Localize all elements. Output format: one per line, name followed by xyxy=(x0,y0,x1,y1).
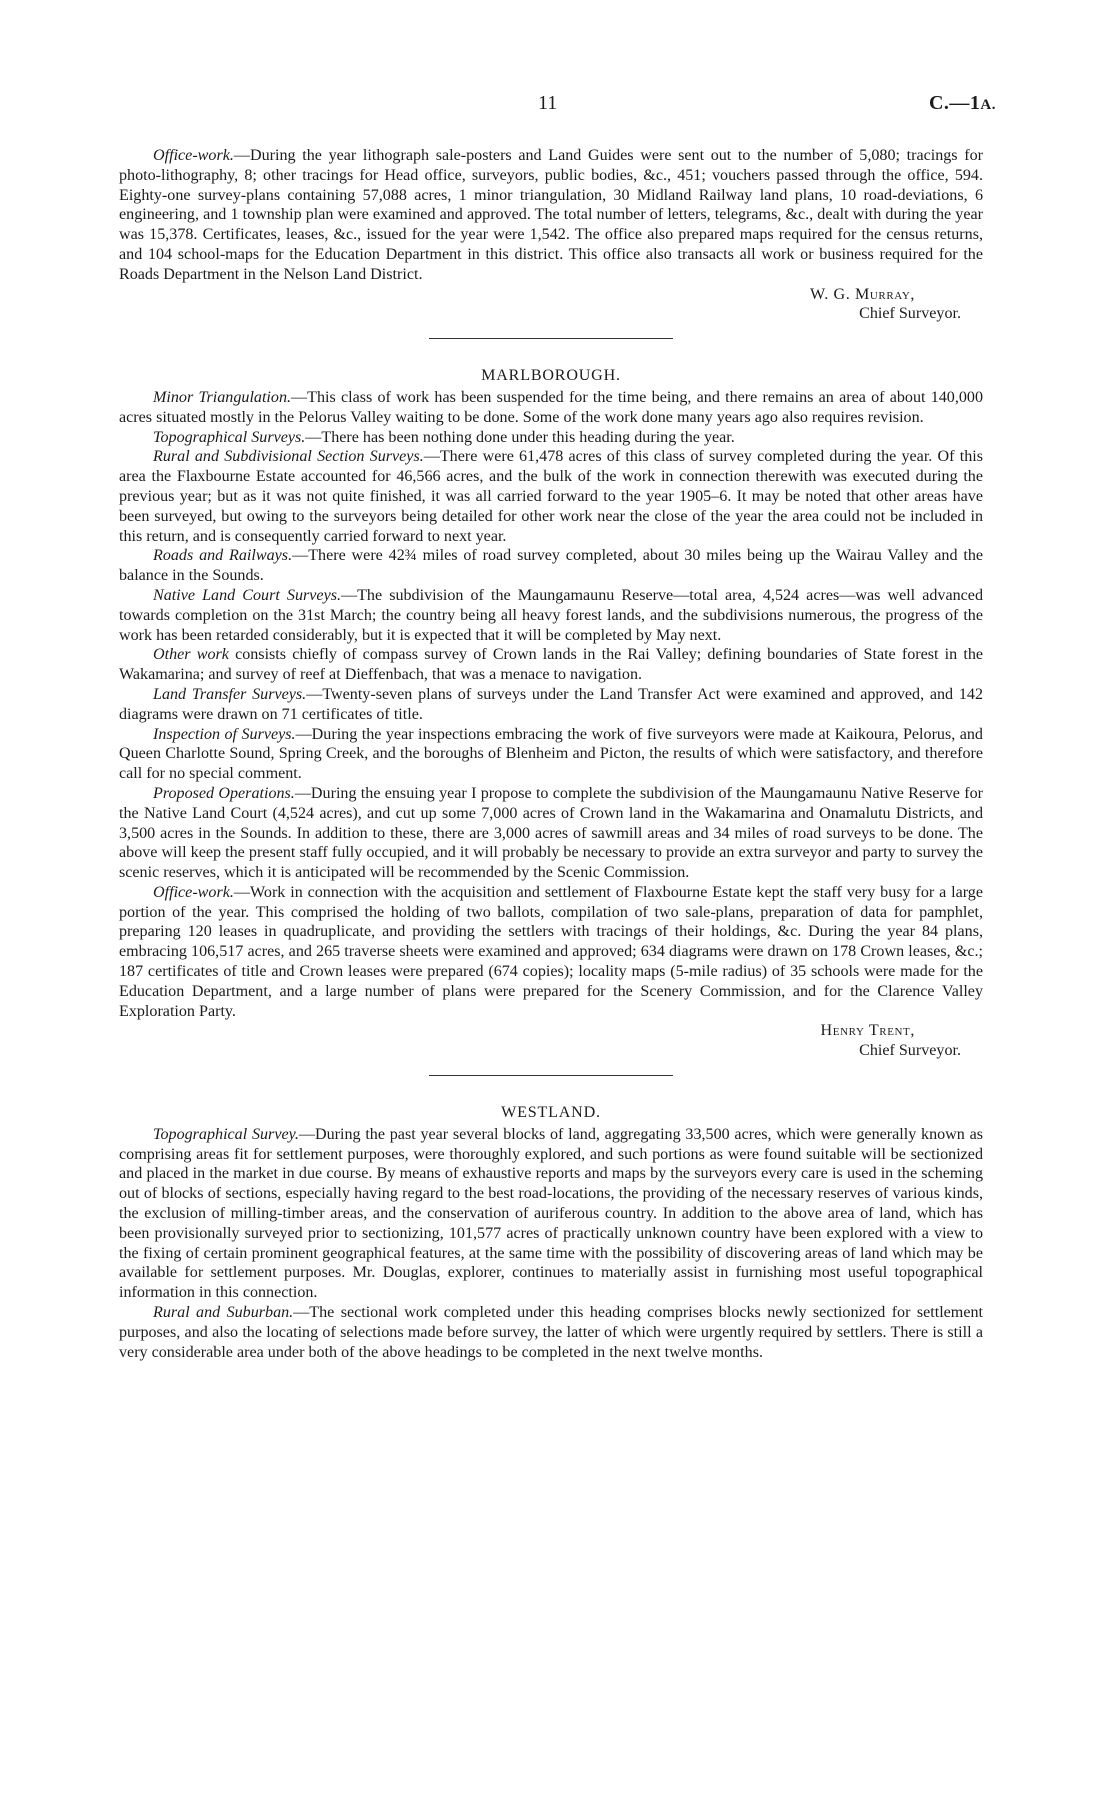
paragraph-lead: Topographical Surveys. xyxy=(153,428,306,446)
paragraph-text: —The subdivision of the Maungamaunu Reserve—total area, 4,524 acres—was well advanced towards completion on the 31st March; the country being all heavy forest lands, and the subdivisions numerous, the progress of the work has been retarded considerably, but it is expected that it will be completed by May next. xyxy=(119,586,983,644)
page-body xyxy=(119,146,983,1362)
paragraph-topographical-surveys xyxy=(119,428,983,448)
paragraph-lead: Office-work. xyxy=(153,883,234,901)
paragraph-topographical-survey xyxy=(119,1125,983,1303)
paragraph-text: —Twenty-seven plans of surveys under the Land Transfer Act were examined and approved, and 142 diagrams were drawn on 71 certificates of title. xyxy=(119,685,983,723)
paragraph-inspection xyxy=(119,725,983,784)
paragraph-proposed-operations xyxy=(119,784,983,883)
page-number: 11 xyxy=(538,92,558,114)
section-heading: WESTLAND. xyxy=(501,1104,601,1122)
paragraph-native-land-court xyxy=(119,586,983,645)
paragraph-roads-railways xyxy=(119,546,983,586)
paragraph-lead: Rural and Suburban. xyxy=(153,1304,294,1322)
paragraph-lead: Office-work. xyxy=(153,147,234,164)
document-code-main: C.—1 xyxy=(928,92,981,114)
paragraph-other-work xyxy=(119,645,983,685)
paragraph-minor-triangulation xyxy=(119,388,983,428)
paragraph-text: —During the past year several blocks of land, aggregating 33,500 acres, which were generally known as comprising areas fit for settlement purposes, were thoroughly explored, and such portions as were found suitable will be sectionized and placed in the market in due course. By means of exhaustive reports and maps by the surveyors every care is used in the scheming out of blocks of sections, especially having regard to the best road-locations, the providing of the necessary reserves of various kinds, the exclusion of milling-timber areas, and the conservation of auriferous country. In addition to the above area of land, which has been provisionally surveyed prior to sectionizing, 101,577 acres of practically unknown country have been explored with a view to the fixing of certain prominent geographical features, at the same time with the possibility of discovering areas of land which may be available for settlement purposes. Mr. Douglas, explorer, continues to materially assist in furnishing most useful topographical information in this connection. xyxy=(119,1125,983,1302)
document-code xyxy=(929,92,996,115)
nelson-office-section xyxy=(119,146,983,324)
page-header xyxy=(0,92,1114,122)
section-divider xyxy=(429,338,673,339)
paragraph-rural-subdivisional xyxy=(119,447,983,546)
paragraph-text: —During the year inspections embracing the work of five surveyors were made at Kaikoura, Pelorus, and Queen Charlotte Sound, Spring Creek, and the boroughs of Blenheim and Picton, the results of which were satisfactory, and therefore call for no special comment. xyxy=(119,725,983,783)
signature-title: Chief Surveyor. xyxy=(859,305,961,323)
paragraph-text: —During the ensuing year I propose to complete the subdivision of the Maungamaunu Native Reserve for the Native Land Court (4,524 acres), and cut up some 7,000 acres of Crown land in the Wakamarina and Onamalutu Districts, and 3,500 acres in the Sounds. In addition to these, there are 3,000 acres of sawmill areas and 34 miles of road surveys to be done. The above will keep the present staff fully occupied, and it will probably be necessary to provide an extra surveyor and party to survey the scenic reserves, which it is anticipated will be recommended by the Scenic Commission. xyxy=(119,784,983,882)
paragraph-text: consists chiefly of compass survey of Crown lands in the Rai Valley; defining boundaries of State forest in the Wakamarina; and survey of reef at Dieffenbach, that was a menace to navigation. xyxy=(119,646,984,684)
paragraph-text: —There were 42¾ miles of road survey completed, about 30 miles being up the Wairau Valley and the balance in the Sounds. xyxy=(119,547,984,585)
paragraph-office-work-marlborough xyxy=(119,883,983,1022)
paragraph-rural-suburban xyxy=(119,1303,983,1362)
section-divider xyxy=(429,1075,673,1076)
paragraph-text: —Work in connection with the acquisition and settlement of Flaxbourne Estate kept the staff very busy for a large portion of the year. This comprised the holding of two ballots, compilation of two sale-plans, preparation of data for pamphlet, preparing 120 leases in quadruplicate, and providing the settlers with tracings of their holdings, &c. During the year 84 plans, embracing 106,517 acres, and 265 traverse sheets were examined and approved; 634 diagrams were drawn on 178 Crown leases, &c.; 187 certificates of title and Crown leases were prepared (674 copies); locality maps (5-mile radius) of 35 schools were made for the Education Department, and a large number of plans were prepared for the Scenery Commission, and for the Clarence Valley Exploration Party. xyxy=(119,883,983,1020)
paragraph-office-work-nelson xyxy=(119,146,983,285)
paragraph-lead: Native Land Court Surveys. xyxy=(153,586,341,604)
signature-block xyxy=(119,285,983,325)
paragraph-lead: Proposed Operations. xyxy=(153,784,295,802)
paragraph-lead: Roads and Railways. xyxy=(153,547,293,565)
signature-name: Henry Trent, xyxy=(820,1022,915,1040)
document-code-suffix: A. xyxy=(980,97,996,113)
paragraph-lead: Land Transfer Surveys. xyxy=(153,685,307,703)
paragraph-lead: Topographical Survey. xyxy=(153,1125,299,1143)
paragraph-text: —The sectional work completed under this heading comprises blocks newly sectionized for settlement purposes, and also the locating of selections made before survey, the latter of which were urgently required by settlers. There is still a very considerable area under both of the above headings to be completed in the next twelve months. xyxy=(119,1304,983,1361)
signature-title: Chief Surveyor. xyxy=(859,1042,961,1060)
section-heading: MARLBOROUGH. xyxy=(481,367,621,385)
paragraph-text: —During the year lithograph sale-posters and Land Guides were sent out to the number of 5,080; tracings for photo-lithography, 8; other tracings for Head office, surveyors, public bodies, &c., 451; vouchers passed through the office, 594. Eighty-one survey-plans containing 57,088 acres, 1 minor triangulation, 30 Midland Railway land plans, 10 road-deviations, 6 engineering, and 1 township plan were examined and approved. The total number of letters, telegrams, &c., dealt with during the year was 15,378. Certificates, leases, &c., issued for the year were 1,542. The office also prepared maps required for the census returns, and 104 school-maps for the Education Department in this district. This office also transacts all work or business required for the Roads Department in the Nelson Land District. xyxy=(119,147,983,283)
signature-name: W. G. Murray, xyxy=(809,285,915,303)
paragraph-lead: Rural and Subdivisional Section Surveys. xyxy=(153,448,424,466)
paragraph-lead: Minor Triangulation. xyxy=(153,388,292,406)
paragraph-lead: Other work xyxy=(153,646,229,664)
westland-section xyxy=(119,1103,983,1362)
paragraph-land-transfer xyxy=(119,685,983,725)
paragraph-text: —This class of work has been suspended for the time being, and there remains an area of about 140,000 acres situated mostly in the Pelorus Valley waiting to be done. Some of the work done many years ago also requires revision. xyxy=(119,388,984,426)
paragraph-text: —There were 61,478 acres of this class of survey completed during the year. Of this area the Flaxbourne Estate accounted for 46,566 acres, and the bulk of the work in connection therewith was executed during the previous year; but as it was not quite finished, it was all carried forward to the year 1905–6. It may be noted that other areas have been surveyed, but owing to the surveyors being detailed for other work near the close of the year the area could not be included in this return, and is consequently carried forward to next year. xyxy=(119,448,983,545)
paragraph-text: —There has been nothing done under this heading during the year. xyxy=(305,428,735,446)
marlborough-section xyxy=(119,366,983,1061)
signature-block xyxy=(119,1021,983,1061)
paragraph-lead: Inspection of Surveys. xyxy=(153,725,296,743)
